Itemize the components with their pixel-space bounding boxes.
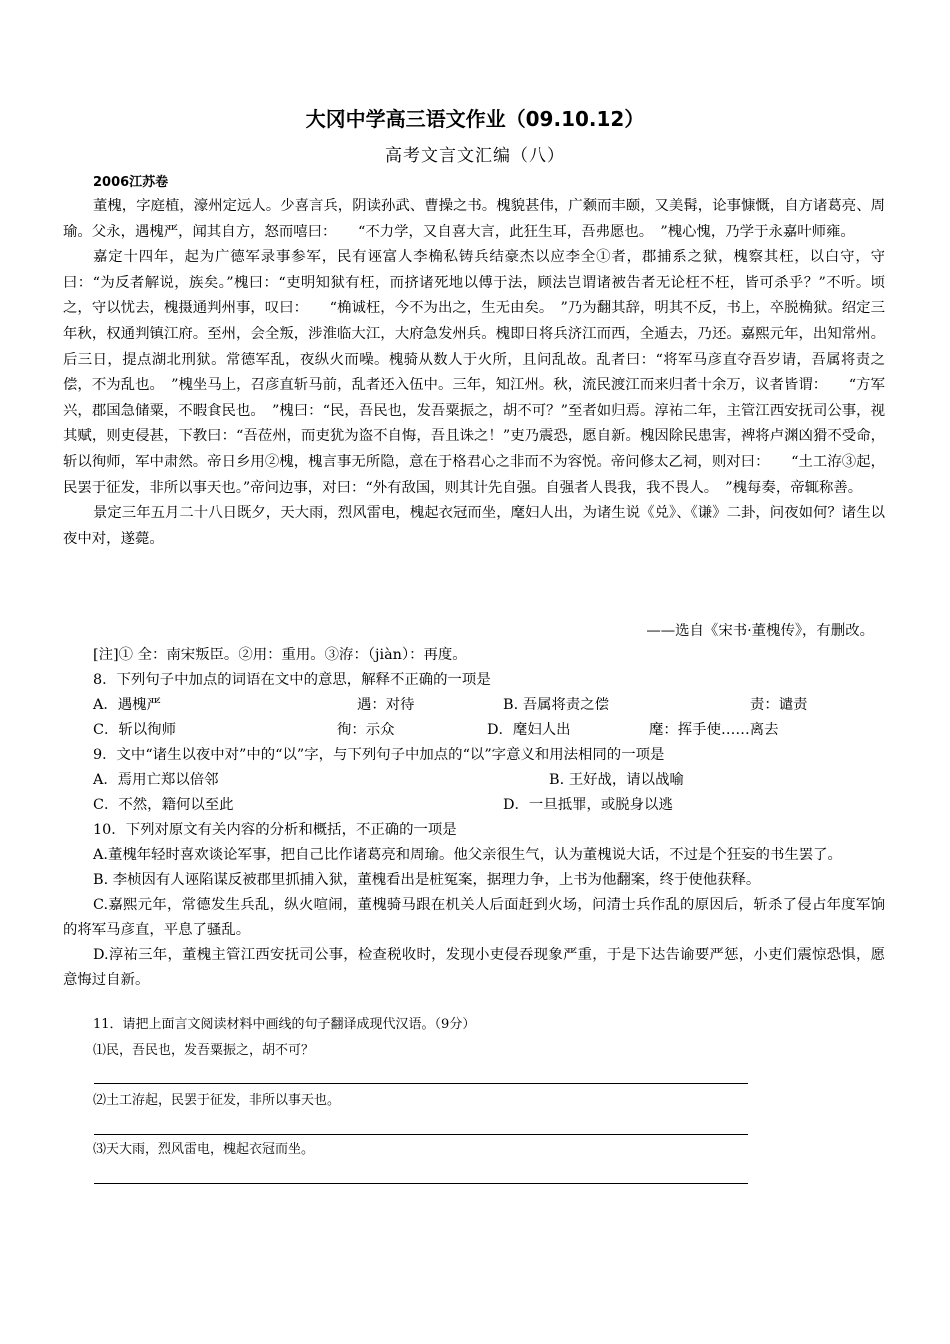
q9-option-d: D．一旦抵罪，或脱身以逃 (503, 797, 673, 813)
answer-line (94, 1083, 748, 1084)
q9-option-b: B. 王好战，请以战喻 (549, 772, 684, 788)
q11-sentence-1: ⑴民，吾民也，发吾粟振之，胡不可？ (93, 1043, 315, 1058)
q11-sentence-2: ⑵土工洊起，民罢于征发，非所以事天也。 (93, 1093, 341, 1108)
attribution: ——选自《宋书·董槐传》，有删改。 (646, 623, 874, 639)
question-9-row-1 (63, 768, 885, 793)
passage-paragraph: 董槐，字庭植，濠州定远人。少喜言兵，阴读孙武、曹操之书。槐貌甚伟，广颡而丰颐，又美髯，论事慷慨，自方诸葛亮、周瑜。父永，遇槐严，闻其自方，怒而嘻曰： “不力学，又自喜大言，此狂生耳，吾弗愿也。 ”槐心愧，乃学于永嘉叶师雍。 (63, 198, 885, 240)
passage-paragraph: 景定三年五月二十八日既夕，天大雨，烈风雷电，槐起衣冠而坐，麾妇人出，为诸生说《兑》、《谦》二卦，问夜如何？诸生以夜中对，遂薨。 (63, 505, 885, 547)
question-9-stem: 9．文中“诸生以夜中对”中的“以”字，与下列句子中加点的“以”字意义和用法相同的一项是 (93, 747, 665, 763)
answer-line (94, 1134, 748, 1135)
q8-option-d-gloss: 麾：挥手使……离去 (649, 722, 779, 738)
passage (63, 194, 885, 552)
question-8-row-2 (63, 718, 885, 743)
q8-option-d: D．麾妇人出 (487, 722, 571, 738)
question-11-stem: 11．请把上面言文阅读材料中画线的句子翻译成现代汉语。（9分） (93, 1017, 476, 1032)
question-8-stem: 8．下列句子中加点的词语在文中的意思，解释不正确的一项是 (93, 672, 491, 688)
question-10-stem: 10．下列对原文有关内容的分析和概括，不正确的一项是 (93, 822, 457, 838)
question-8-row-1 (63, 693, 885, 718)
answer-line (94, 1183, 748, 1184)
q10-option-c: C.嘉熙元年，常德发生兵乱，纵火喧闹，董槐骑马跟在机关人后面赶到火场，问清士兵作乱的原因后，斩杀了侵占年度军饷的将军马彦直，平息了骚乱。 (63, 897, 885, 938)
q8-option-a-gloss: 遇：对待 (357, 697, 415, 713)
q9-option-c: C．不然，籍何以至此 (93, 797, 234, 813)
q10-option-b: B. 李桢因有人诬陷谋反被郡里抓捕入狱，董槐看出是桩冤案，据理力争，上书为他翻案，终于使他获释。 (93, 872, 761, 888)
q8-option-b-gloss: 责：谴责 (750, 697, 808, 713)
q8-option-b: B. 吾属将责之偿 (503, 697, 610, 713)
passage-paragraph: 嘉定十四年，起为广德军录事参军，民有诬富人李桷私铸兵结豪杰以应李全①者，郡捕系之狱，槐察其枉，以白守，守曰：“为反者解说，族矣。”槐曰：“吏明知狱有枉，而挤诸死地以傅于法，顾法岂谓诸被告者无论枉不枉，皆可杀乎？”不听。顷之，守以忧去，槐摄通判州事，叹曰： “桷诚枉，今不为出之，生无由矣。 ”乃为翻其辞，明其不反，书上，卒脱桷狱。绍定三年秋，权通判镇江府。至州，会全叛，涉淮临大江，大府急发州兵。槐即日将兵济江而西，全遁去，乃还。嘉熙元年，出知常州。后三日，提点湖北刑狱。常德军乱，夜纵火而噪。槐骑从数人于火所，且问乱故。乱者曰：“将军马彦直夺吾岁请，吾属将责之偿，不为乱也。 ”槐坐马上，召彦直斩马前，乱者还入伍中。三年，知江州。秋，流民渡江而来归者十余万，议者皆谓： “方军兴，郡国急储粟，不暇食民也。 ”槐曰：“民，吾民也，发吾粟振之，胡不可？”至者如归焉。淳祐二年，主管江西安抚司公事，视其赋，则吏侵甚，下教曰：“吾莅州，而吏犹为盗不自悔，吾且诛之！”吏乃震恐，愿自新。槐因除民患害，裨将卢渊凶猾不受命，斩以徇师，军中肃然。帝日乡用②槐，槐言事无所隐，意在于格君心之非而不为容悦。帝问修太乙祠，则对曰： “土工洊③起，民罢于征发，非所以事天也。”帝问边事，对曰：“外有敌国，则其计先自强。自强者人畏我，我不畏人。 ”槐每奏，帝辄称善。 (63, 249, 885, 496)
source-label: 2006江苏卷 (93, 175, 169, 190)
q8-option-c-gloss: 徇：示众 (337, 722, 395, 738)
q8-option-a: A．遇槐严 (93, 697, 161, 713)
q10-option-d: D.淳祐三年，董槐主管江西安抚司公事，检查税收时，发现小吏侵吞现象严重，于是下达告谕要严惩，小吏们震惊恐惧，愿意悔过自新。 (63, 947, 885, 988)
q8-option-c: C．斩以徇师 (93, 722, 176, 738)
q11-sentence-3: ⑶天大雨，烈风雷电，槐起衣冠而坐。 (93, 1142, 315, 1157)
page-subtitle: 高考文言文汇编（八） (385, 146, 565, 166)
notes: [注]① 全：南宋叛臣。②用：重用。③洊：（jiàn）：再度。 (93, 647, 467, 663)
q9-option-a: A．焉用亡郑以倍邻 (93, 772, 219, 788)
page-title: 大冈中学高三语文作业（09.10.12） (305, 107, 645, 131)
q10-option-a: A.董槐年轻时喜欢谈论军事，把自己比作诸葛亮和周瑜。他父亲很生气，认为董槐说大话，不过是个狂妄的书生罢了。 (93, 847, 842, 863)
questions-block (63, 643, 885, 993)
question-9-row-2 (63, 793, 885, 818)
